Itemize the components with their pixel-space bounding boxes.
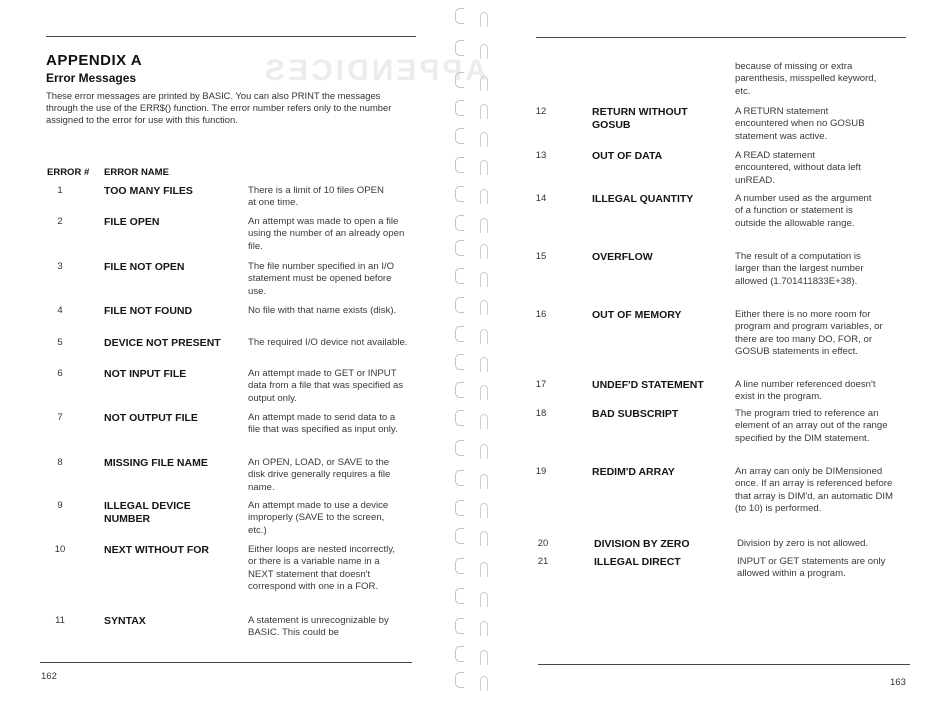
error-description: A READ statement encountered, without data left unREAD.	[735, 150, 861, 186]
error-description: A number used as the argument of a function or statement is outside the allowable range.	[735, 193, 872, 229]
error-name: DEVICE NOT PRESENT	[104, 337, 221, 349]
error-name: RETURN WITHOUT GOSUB	[592, 106, 688, 131]
spiral-binding	[440, 0, 500, 703]
error-description: Either loops are nested incorrectly, or there is a variable name in a NEXT statement that doesn't correspond with one in a FOR.	[248, 544, 395, 592]
page-number: 163	[890, 677, 906, 688]
error-name: ILLEGAL DEVICE NUMBER	[104, 500, 191, 525]
error-name: ILLEGAL QUANTITY	[592, 193, 694, 205]
error-name: OUT OF MEMORY	[592, 309, 682, 321]
intro-paragraph: These error messages are printed by BASIC. You can also PRINT the messages through the use of the ERR$() function. The error number refers only to the number assigned to the error for use with this function.	[46, 90, 392, 125]
right-page	[500, 0, 950, 703]
error-description: The file number specified in an I/O statement must be opened before use.	[248, 261, 395, 297]
error-name: OUT OF DATA	[592, 150, 663, 162]
error-name: DIVISION BY ZERO	[594, 538, 690, 550]
top-rule	[46, 36, 416, 37]
error-number: 15	[535, 251, 547, 262]
error-description: The required I/O device not available.	[248, 337, 408, 348]
error-number: 17	[535, 379, 547, 390]
error-number: 10	[54, 544, 66, 555]
error-description: An attempt made to use a device improperly (SAVE to the screen, etc.)	[248, 500, 389, 536]
error-name: FILE NOT OPEN	[104, 261, 185, 273]
error-number: 12	[535, 106, 547, 117]
bottom-rule	[538, 664, 910, 665]
error-number: 19	[535, 466, 547, 477]
error-number: 4	[57, 305, 63, 316]
error-number: 21	[537, 556, 549, 567]
error-description: The program tried to reference an element of an array out of the range specified by the DIM statement.	[735, 408, 888, 444]
error-number: 16	[535, 309, 547, 320]
error-name: FILE NOT FOUND	[104, 305, 193, 317]
error-name: REDIM'D ARRAY	[592, 466, 675, 478]
appendix-subtitle: Error Messages	[46, 71, 137, 85]
error-description: An OPEN, LOAD, or SAVE to the disk drive generally requires a file name.	[248, 457, 391, 493]
column-header-name: ERROR NAME	[104, 167, 169, 178]
error-description: The result of a computation is larger than the largest number allowed (1.701411833E+38).	[735, 251, 864, 287]
error-name: TOO MANY FILES	[104, 185, 193, 197]
error-description: An array can only be DIMensioned once. If an array is referenced before that array is DIM'd, an automatic DIM (to 10) is performed.	[735, 466, 894, 514]
page-number: 162	[41, 671, 57, 682]
error-name: BAD SUBSCRIPT	[592, 408, 679, 420]
error-number: 11	[55, 615, 65, 626]
error-description: INPUT or GET statements are only allowed within a program.	[737, 556, 886, 580]
error-number: 9	[57, 500, 63, 511]
error-name: NOT INPUT FILE	[104, 368, 187, 380]
top-rule	[536, 37, 906, 38]
error-number: 7	[57, 412, 63, 423]
error-description: A line number referenced doesn't exist in the program.	[735, 379, 876, 403]
error-name: SYNTAX	[104, 615, 146, 627]
error-description: A RETURN statement encountered when no GOSUB statement was active.	[735, 106, 865, 142]
error-name: MISSING FILE NAME	[104, 457, 208, 469]
appendix-title: APPENDIX A	[46, 52, 143, 69]
error-name: UNDEF'D STATEMENT	[592, 379, 704, 391]
error-name: OVERFLOW	[592, 251, 653, 263]
error-name: NOT OUTPUT FILE	[104, 412, 198, 424]
bottom-rule	[40, 662, 412, 663]
error-description: An attempt made to GET or INPUT data from a file that was specified as output only.	[248, 368, 404, 404]
error-name: NEXT WITHOUT FOR	[104, 544, 209, 556]
error-description: Division by zero is not allowed.	[737, 538, 869, 549]
column-header-number: ERROR #	[47, 167, 90, 178]
error-description: No file with that name exists (disk).	[248, 305, 397, 316]
error-number: 6	[57, 368, 63, 379]
bleed-through-text: APPENDICES	[262, 54, 488, 87]
error-name: ILLEGAL DIRECT	[594, 556, 681, 568]
error-number: 1	[57, 185, 63, 196]
error-description: An attempt made to send data to a file that was specified as input only.	[248, 412, 398, 436]
error-number: 20	[537, 538, 549, 549]
error-description: There is a limit of 10 files OPEN at one time.	[248, 185, 384, 209]
error-number: 13	[535, 150, 547, 161]
error-number: 2	[57, 216, 63, 227]
error-number: 3	[57, 261, 63, 272]
error-description: An attempt was made to open a file using the number of an already open file.	[248, 216, 405, 252]
error-number: 14	[535, 193, 547, 204]
error-name: FILE OPEN	[104, 216, 160, 228]
error-description: A statement is unrecognizable by BASIC. This could be	[248, 615, 389, 639]
error-number: 5	[57, 337, 63, 348]
continued-description: because of missing or extra parenthesis, misspelled keyword, etc.	[735, 61, 877, 97]
error-number: 8	[57, 457, 63, 468]
error-description: Either there is no more room for program and program variables, or there are too many DO, FOR, or GOSUB statements in effect.	[735, 309, 883, 357]
error-number: 18	[535, 408, 547, 419]
